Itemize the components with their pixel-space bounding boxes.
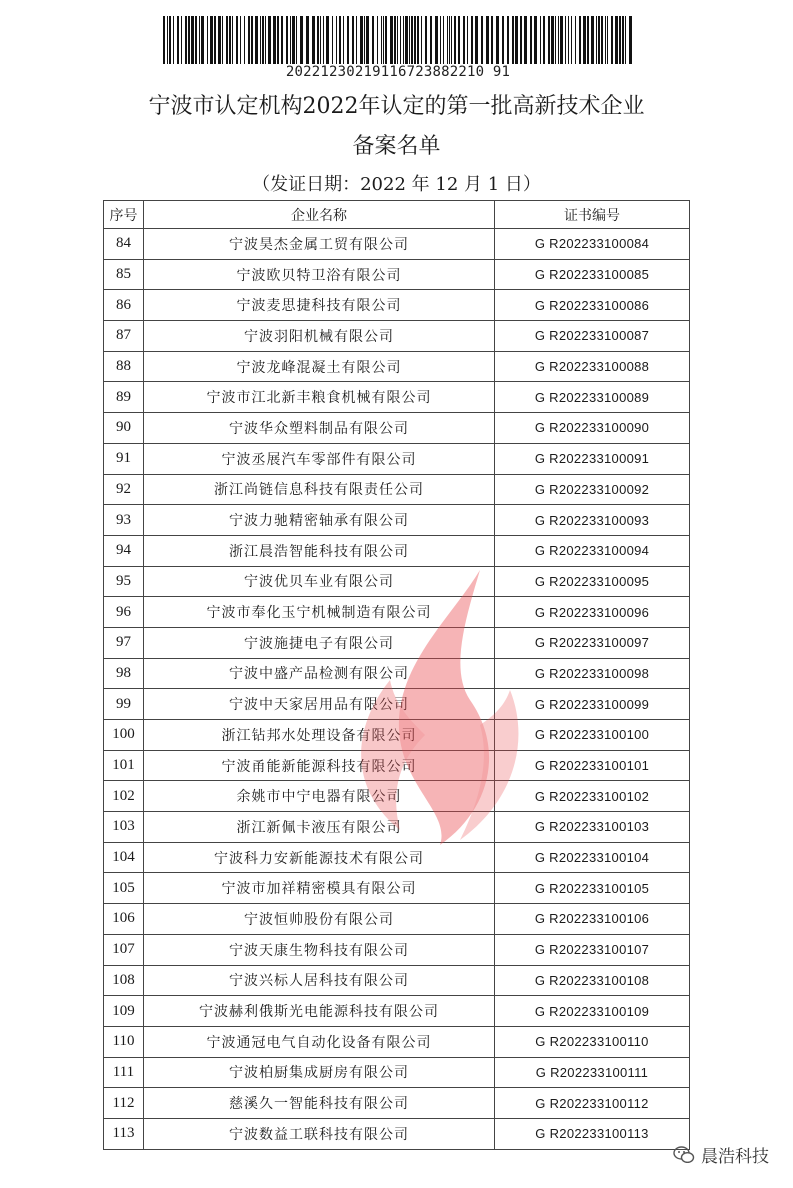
table-row <box>104 1057 690 1088</box>
table-row <box>104 627 690 658</box>
row-seq: 87 <box>104 321 144 352</box>
barcode-bar <box>394 16 396 64</box>
row-company-name: 宁波通冠电气自动化设备有限公司 <box>144 1026 495 1057</box>
barcode-bar <box>343 16 344 64</box>
barcode-bar <box>471 16 473 64</box>
barcode-bar <box>300 16 303 64</box>
barcode-bar <box>443 16 444 64</box>
barcode-bar <box>244 16 245 64</box>
barcode-bar <box>454 16 456 64</box>
barcode-bar <box>558 16 559 64</box>
barcode-bar <box>240 16 241 64</box>
row-company-name: 慈溪久一智能科技有限公司 <box>144 1088 495 1119</box>
table-row <box>104 1118 690 1149</box>
barcode-bar <box>286 16 288 64</box>
row-cert-number: G R202233100107 <box>495 934 690 965</box>
row-seq: 97 <box>104 627 144 658</box>
barcode-bar <box>323 16 324 64</box>
barcode-bar <box>596 16 597 64</box>
row-cert-number: G R202233100110 <box>495 1026 690 1057</box>
barcode-bar <box>167 16 168 64</box>
barcode-bar <box>421 16 422 64</box>
row-company-name: 宁波施捷电子有限公司 <box>144 627 495 658</box>
row-company-name: 浙江新佩卡液压有限公司 <box>144 812 495 843</box>
barcode-bar <box>447 16 448 64</box>
barcode-bar <box>265 16 266 64</box>
barcode-bar <box>607 16 608 64</box>
barcode-bar <box>587 16 589 64</box>
row-cert-number: G R202233100094 <box>495 535 690 566</box>
row-seq: 108 <box>104 965 144 996</box>
barcode-bar <box>360 16 363 64</box>
row-company-name: 宁波龙峰混凝土有限公司 <box>144 351 495 382</box>
barcode-bar <box>475 16 478 64</box>
barcode-bar <box>579 16 581 64</box>
table-row <box>104 259 690 290</box>
row-cert-number: G R202233100105 <box>495 873 690 904</box>
barcode-bar <box>583 16 586 64</box>
row-company-name: 宁波恒帅股份有限公司 <box>144 904 495 935</box>
row-seq: 96 <box>104 597 144 628</box>
barcode-bar <box>430 16 432 64</box>
barcode-bar <box>248 16 250 64</box>
barcode-bar <box>568 16 569 64</box>
barcode-bar <box>185 16 187 64</box>
barcode-bar <box>226 16 228 64</box>
barcode-bar <box>467 16 468 64</box>
barcode-bar <box>409 16 410 64</box>
row-seq: 101 <box>104 750 144 781</box>
row-cert-number: G R202233100099 <box>495 689 690 720</box>
barcode-bar <box>296 16 297 64</box>
row-company-name: 宁波优贝车业有限公司 <box>144 566 495 597</box>
barcode-bar <box>451 16 452 64</box>
row-cert-number: G R202233100089 <box>495 382 690 413</box>
row-seq: 105 <box>104 873 144 904</box>
row-company-name: 宁波甬能新能源科技有限公司 <box>144 750 495 781</box>
brand-signature <box>673 1142 769 1167</box>
table-row <box>104 505 690 536</box>
barcode-bar <box>575 16 576 64</box>
barcode-bar <box>502 16 504 64</box>
table-row <box>104 658 690 689</box>
barcode-bar <box>397 16 398 64</box>
barcode-bar <box>195 16 197 64</box>
row-company-name: 宁波科力安新能源技术有限公司 <box>144 842 495 873</box>
barcode-bar <box>486 16 489 64</box>
row-company-name: 浙江晨浩智能科技有限公司 <box>144 535 495 566</box>
row-cert-number: G R202233100090 <box>495 413 690 444</box>
row-seq: 88 <box>104 351 144 382</box>
issue-date: （发证日期：2022 年 12 月 1 日） <box>252 174 541 195</box>
barcode-bar <box>320 16 321 64</box>
table-row <box>104 842 690 873</box>
row-seq: 113 <box>104 1118 144 1149</box>
barcode-bar <box>605 16 606 64</box>
barcode-bar <box>326 16 329 64</box>
row-cert-number: G R202233100113 <box>495 1118 690 1149</box>
row-cert-number: G R202233100092 <box>495 474 690 505</box>
barcode-bar <box>364 16 365 64</box>
row-cert-number: G R202233100102 <box>495 781 690 812</box>
row-seq: 94 <box>104 535 144 566</box>
row-company-name: 浙江钻邦水处理设备有限公司 <box>144 720 495 751</box>
row-company-name: 宁波中天家居用品有限公司 <box>144 689 495 720</box>
barcode-bar <box>507 16 509 64</box>
header-name: 企业名称 <box>144 201 495 229</box>
barcode-bar <box>390 16 393 64</box>
barcode-bar <box>281 16 283 64</box>
table-header-row <box>104 201 690 229</box>
barcode-bar <box>332 16 333 64</box>
row-company-name: 宁波中盛产品检测有限公司 <box>144 658 495 689</box>
table-row <box>104 351 690 382</box>
barcode-bar <box>496 16 499 64</box>
barcode-bar <box>188 16 190 64</box>
row-cert-number: G R202233100101 <box>495 750 690 781</box>
barcode-bar <box>619 16 621 64</box>
row-cert-number: G R202233100108 <box>495 965 690 996</box>
table-row <box>104 566 690 597</box>
row-cert-number: G R202233100111 <box>495 1057 690 1088</box>
barcode-bar <box>551 16 554 64</box>
barcode-bar <box>458 16 460 64</box>
row-seq: 95 <box>104 566 144 597</box>
table-row <box>104 873 690 904</box>
row-cert-number: G R202233100084 <box>495 229 690 260</box>
barcode-bar <box>565 16 566 64</box>
table-row <box>104 413 690 444</box>
table-row <box>104 597 690 628</box>
page-subtitle: 备案名单 <box>352 134 441 159</box>
barcode-bar <box>543 16 545 64</box>
barcode-bar <box>306 16 309 64</box>
barcode-bar <box>530 16 532 64</box>
table-row <box>104 535 690 566</box>
row-seq: 107 <box>104 934 144 965</box>
row-seq: 103 <box>104 812 144 843</box>
barcode-bar <box>273 16 276 64</box>
row-seq: 99 <box>104 689 144 720</box>
row-company-name: 宁波数益工联科技有限公司 <box>144 1118 495 1149</box>
table-row <box>104 996 690 1027</box>
table-row <box>104 382 690 413</box>
barcode-bar <box>277 16 279 64</box>
barcode-bar <box>339 16 341 64</box>
barcode-bar <box>615 16 618 64</box>
row-cert-number: G R202233100109 <box>495 996 690 1027</box>
barcode-bar <box>356 16 357 64</box>
row-seq: 85 <box>104 259 144 290</box>
barcode-bar <box>520 16 522 64</box>
row-company-name: 宁波兴标人居科技有限公司 <box>144 965 495 996</box>
row-company-name: 宁波赫利俄斯光电能源科技有限公司 <box>144 996 495 1027</box>
barcode-bar <box>598 16 600 64</box>
barcode-bar <box>524 16 527 64</box>
row-cert-number: G R202233100103 <box>495 812 690 843</box>
row-seq: 86 <box>104 290 144 321</box>
barcode-bar <box>218 16 221 64</box>
barcode-bar <box>548 16 550 64</box>
barcode-bar <box>629 16 632 64</box>
barcode-bar <box>481 16 483 64</box>
row-company-name: 宁波麦思捷科技有限公司 <box>144 290 495 321</box>
row-seq: 110 <box>104 1026 144 1057</box>
row-cert-number: G R202233100087 <box>495 321 690 352</box>
barcode-bar <box>405 16 408 64</box>
row-cert-number: G R202233100095 <box>495 566 690 597</box>
row-cert-number: G R202233100091 <box>495 443 690 474</box>
row-company-name: 宁波欧贝特卫浴有限公司 <box>144 259 495 290</box>
barcode-bar <box>232 16 233 64</box>
enterprise-table <box>103 200 690 1150</box>
barcode-bar <box>414 16 416 64</box>
barcode-bar <box>440 16 441 64</box>
barcode-bar <box>163 16 165 64</box>
barcode-bar <box>292 16 295 64</box>
barcode-bar <box>312 16 315 64</box>
barcode-bar <box>260 16 261 64</box>
row-company-name: 余姚市中宁电器有限公司 <box>144 781 495 812</box>
barcode-bar <box>512 16 514 64</box>
barcode-bar <box>534 16 537 64</box>
barcode-bar <box>191 16 194 64</box>
barcode-bar <box>201 16 204 64</box>
barcode-bar <box>290 16 291 64</box>
table-row <box>104 934 690 965</box>
table-row <box>104 689 690 720</box>
row-company-name: 宁波天康生物科技有限公司 <box>144 934 495 965</box>
row-cert-number: G R202233100100 <box>495 720 690 751</box>
barcode-bar <box>214 16 216 64</box>
barcode-bar <box>372 16 374 64</box>
table-row <box>104 443 690 474</box>
barcode-bar <box>255 16 258 64</box>
barcode-bar <box>560 16 563 64</box>
barcode-bar <box>262 16 264 64</box>
barcode-bar <box>381 16 382 64</box>
table-row <box>104 781 690 812</box>
barcode-bar <box>425 16 427 64</box>
row-cert-number: G R202233100097 <box>495 627 690 658</box>
barcode-bar <box>491 16 493 64</box>
row-company-name: 宁波市江北新丰粮食机械有限公司 <box>144 382 495 413</box>
row-cert-number: G R202233100085 <box>495 259 690 290</box>
table-row <box>104 750 690 781</box>
barcode-bar <box>177 16 179 64</box>
barcode-bar <box>229 16 231 64</box>
table-row <box>104 474 690 505</box>
table-row <box>104 290 690 321</box>
table-row <box>104 1088 690 1119</box>
barcode-bar <box>400 16 401 64</box>
row-company-name: 宁波羽阳机械有限公司 <box>144 321 495 352</box>
page-title: 宁波市认定机构2022年认定的第一批高新技术企业 <box>148 94 645 119</box>
barcode-bar <box>411 16 413 64</box>
barcode-bar <box>611 16 613 64</box>
table-row <box>104 720 690 751</box>
barcode-bar <box>251 16 253 64</box>
barcode-bar <box>236 16 238 64</box>
row-seq: 102 <box>104 781 144 812</box>
barcode <box>163 16 633 64</box>
row-company-name: 宁波华众塑料制品有限公司 <box>144 413 495 444</box>
row-seq: 100 <box>104 720 144 751</box>
barcode-bar <box>317 16 319 64</box>
table-row <box>104 812 690 843</box>
barcode-bar <box>571 16 572 64</box>
row-seq: 109 <box>104 996 144 1027</box>
row-seq: 84 <box>104 229 144 260</box>
row-company-name: 宁波丞展汽车零部件有限公司 <box>144 443 495 474</box>
row-seq: 93 <box>104 505 144 536</box>
barcode-bar <box>385 16 387 64</box>
barcode-bar <box>403 16 404 64</box>
row-seq: 92 <box>104 474 144 505</box>
barcode-number: 20221230219116723882210 91 <box>285 64 511 80</box>
barcode-bar <box>515 16 518 64</box>
barcode-bar <box>173 16 174 64</box>
row-cert-number: G R202233100104 <box>495 842 690 873</box>
barcode-bar <box>210 16 213 64</box>
barcode-bar <box>268 16 271 64</box>
row-seq: 98 <box>104 658 144 689</box>
header-seq: 序号 <box>104 201 144 229</box>
barcode-bar <box>199 16 200 64</box>
barcode-bar <box>377 16 378 64</box>
row-seq: 89 <box>104 382 144 413</box>
row-company-name: 宁波市加祥精密模具有限公司 <box>144 873 495 904</box>
table-row <box>104 965 690 996</box>
barcode-bar <box>207 16 208 64</box>
row-cert-number: G R202233100096 <box>495 597 690 628</box>
row-cert-number: G R202233100106 <box>495 904 690 935</box>
brand-name: 晨浩科技 <box>701 1147 769 1167</box>
row-seq: 112 <box>104 1088 144 1119</box>
barcode-bar <box>449 16 450 64</box>
barcode-bar <box>352 16 354 64</box>
barcode-bar <box>625 16 626 64</box>
row-company-name: 浙江尚链信息科技有限责任公司 <box>144 474 495 505</box>
row-company-name: 宁波市奉化玉宁机械制造有限公司 <box>144 597 495 628</box>
barcode-bar <box>435 16 438 64</box>
barcode-bar <box>555 16 556 64</box>
barcode-bar <box>222 16 223 64</box>
barcode-bar <box>181 16 182 64</box>
barcode-bar <box>601 16 603 64</box>
barcode-bar <box>463 16 465 64</box>
row-seq: 106 <box>104 904 144 935</box>
row-company-name: 宁波力驰精密轴承有限公司 <box>144 505 495 536</box>
row-seq: 104 <box>104 842 144 873</box>
row-seq: 111 <box>104 1057 144 1088</box>
row-cert-number: G R202233100098 <box>495 658 690 689</box>
row-cert-number: G R202233100093 <box>495 505 690 536</box>
table-row <box>104 904 690 935</box>
row-cert-number: G R202233100112 <box>495 1088 690 1119</box>
barcode-bar <box>383 16 384 64</box>
row-company-name: 宁波柏厨集成厨房有限公司 <box>144 1057 495 1088</box>
header-cert: 证书编号 <box>495 201 690 229</box>
table-row <box>104 1026 690 1057</box>
barcode-bar <box>336 16 337 64</box>
barcode-bar <box>591 16 594 64</box>
barcode-bar <box>169 16 171 64</box>
row-seq: 91 <box>104 443 144 474</box>
table-row <box>104 229 690 260</box>
row-cert-number: G R202233100088 <box>495 351 690 382</box>
barcode-bar <box>540 16 541 64</box>
table-row <box>104 321 690 352</box>
wechat-icon <box>673 1145 695 1165</box>
barcode-bar <box>366 16 369 64</box>
barcode-bar <box>417 16 419 64</box>
barcode-bar <box>622 16 624 64</box>
row-company-name: 宁波昊杰金属工贸有限公司 <box>144 229 495 260</box>
barcode-bar <box>347 16 349 64</box>
row-seq: 90 <box>104 413 144 444</box>
row-cert-number: G R202233100086 <box>495 290 690 321</box>
